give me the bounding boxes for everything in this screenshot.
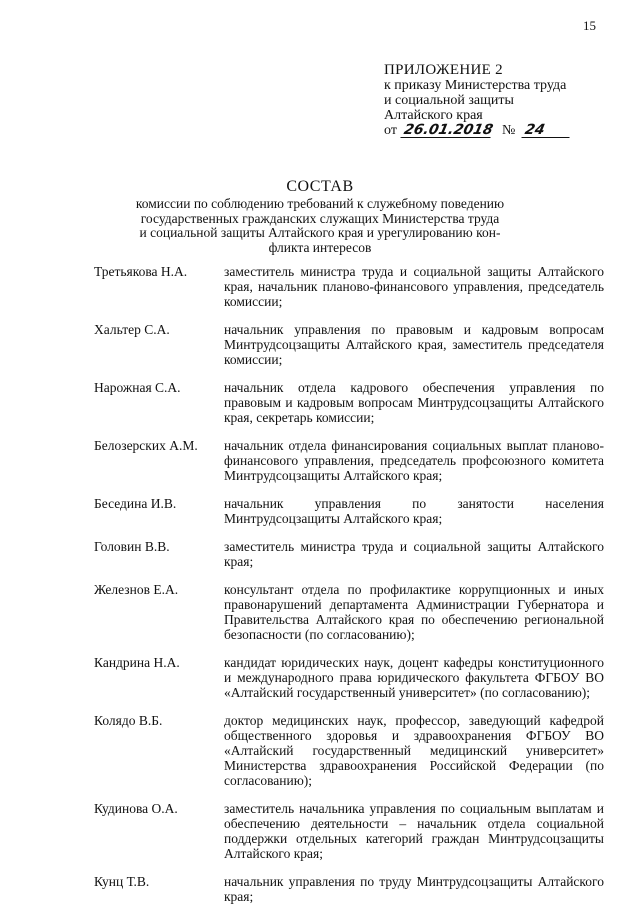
appendix-block — [384, 63, 571, 138]
handwritten-date: 26.01.2018 — [402, 122, 495, 138]
member-row — [94, 264, 604, 309]
member-row — [94, 801, 604, 861]
member-name: Железнов Е.А. — [94, 582, 179, 597]
appendix-line: и социальной защиты — [384, 93, 514, 108]
heading-title: СОСТАВ — [286, 178, 354, 195]
member-name: Беседина И.В. — [94, 496, 177, 511]
member-role: заместитель министра труда и социальной защиты Алтайского края, начальник планово-финансового управления, председатель комиссии; — [224, 264, 604, 309]
member-name: Кунц Т.В. — [94, 874, 150, 889]
member-row — [94, 582, 604, 642]
member-row — [94, 496, 604, 526]
heading-line: комиссии по соблюдению требований к служебному поведению — [135, 196, 505, 211]
member-row — [94, 874, 604, 904]
handwritten-number: 24 — [521, 123, 572, 138]
member-row — [94, 713, 604, 788]
member-row — [94, 438, 604, 483]
member-role: заместитель начальника управления по социальным выплатам и обеспечению деятельности – начальник отдела социальной поддержки отдельных категорий граждан Минтрудсоцзащиты Алтайского края; — [224, 801, 604, 861]
page-number: 15 — [583, 18, 596, 33]
member-row — [94, 380, 604, 425]
member-name: Третьякова Н.А. — [94, 264, 188, 279]
appendix-date-line — [384, 123, 571, 138]
member-role: кандидат юридических наук, доцент кафедры конституционного и международного права юридического факультета ФГБОУ ВО «Алтайский государственный университет» (по согласованию); — [224, 655, 604, 700]
date-prefix: от — [384, 123, 397, 138]
member-row — [94, 539, 604, 569]
member-role: начальник управления по правовым и кадровым вопросам Минтрудсоцзащиты Алтайского края, заместитель председателя комиссии; — [224, 322, 604, 367]
member-name: Головин В.В. — [94, 539, 170, 554]
heading-line: государственных гражданских служащих Министерства труда — [140, 210, 500, 226]
member-name: Кандрина Н.А. — [94, 655, 180, 670]
member-role: консультант отдела по профилактике коррупционных и иных правонарушений департамента Администрации Губернатора и Правительства Алтайского края по обеспечению региональной безопасности (по согласованию); — [224, 582, 604, 642]
member-role: доктор медицинских наук, профессор, заведующий кафедрой общественного здоровья и здравоохранения ФГБОУ ВО «Алтайский государственный медицинский университет» Министерства здравоохранения Российской Федерации (по согласованию); — [224, 713, 604, 788]
member-name: Колядо В.Б. — [94, 713, 163, 728]
member-name: Нарожная С.А. — [94, 380, 181, 395]
members-list — [94, 264, 604, 917]
appendix-title: ПРИЛОЖЕНИЕ 2 — [384, 62, 503, 78]
document-heading — [0, 178, 640, 255]
member-role: начальник отдела финансирования социальных выплат планово-финансового управления, председатель профсоюзного комитета Минтрудсоцзащиты Алтайского края; — [224, 438, 604, 483]
member-role: начальник отдела кадрового обеспечения управления по правовым и кадровым вопросам Минтрудсоцзащиты Алтайского края, секретарь комиссии; — [224, 380, 604, 425]
member-row — [94, 655, 604, 700]
heading-line: и социальной защиты Алтайского края и урегулированию кон- — [139, 225, 501, 240]
member-name: Белозерских А.М. — [94, 438, 198, 453]
member-role: заместитель министра труда и социальной защиты Алтайского края; — [224, 539, 604, 569]
member-role: начальник управления по занятости населения Минтрудсоцзащиты Алтайского края; — [224, 496, 604, 526]
appendix-line: Алтайского края — [384, 108, 483, 123]
number-label: № — [501, 123, 516, 138]
member-role: начальник управления по труду Минтрудсоцзащиты Алтайского края; — [224, 874, 604, 904]
appendix-line: к приказу Министерства труда — [384, 78, 567, 93]
member-name: Кудинова О.А. — [94, 801, 178, 816]
member-row — [94, 322, 604, 367]
heading-line: фликта интересов — [268, 239, 372, 255]
member-name: Хальтер С.А. — [94, 322, 170, 337]
